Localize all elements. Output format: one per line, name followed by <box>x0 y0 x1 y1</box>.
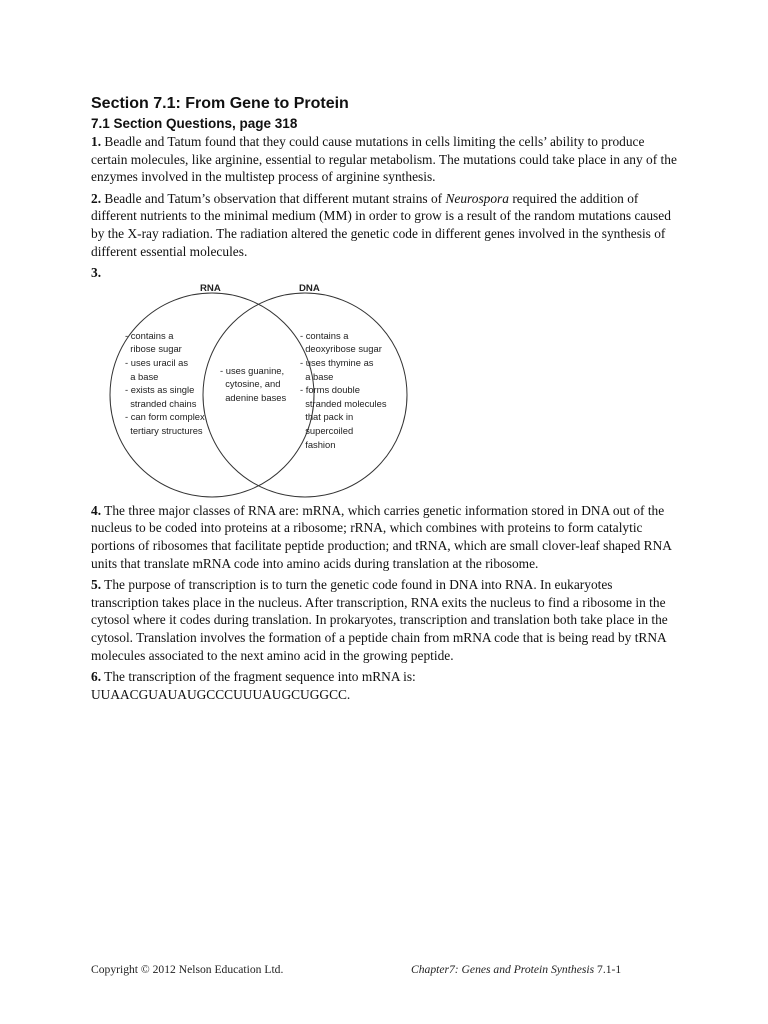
page-number: 7.1-1 <box>594 963 622 976</box>
subsection-title: 7.1 Section Questions, page 318 <box>91 116 298 131</box>
answer-number: 3. <box>91 265 102 281</box>
answer-3 <box>91 264 681 282</box>
chapter-title: Chapter7: Genes and Protein Synthesis <box>411 963 595 976</box>
venn-diagram <box>105 282 425 498</box>
shared-text: - uses guanine, cytosine, and adenine bases <box>220 364 287 403</box>
answer-text: The three major classes of RNA are: mRNA, which carries genetic information stored in DNA out of the nucleus to be coded into proteins at a ribosome; rRNA, which combines with proteins to form catalytic portions of ribosomes that facilitate peptide production; and tRNA, which are small clover-leaf shaped RNA units that translate mRNA code into amino acids during translation at the ribosome. <box>91 502 672 571</box>
rna-only-text: - contains a ribose sugar - uses uracil as a base - exists as single stranded chains - can form complex tertiary structures <box>125 329 205 436</box>
answer-text: Beadle and Tatum’s observation that different mutant strains of <box>104 190 446 206</box>
rna-label: RNA <box>200 282 221 294</box>
answer-number: 2. <box>91 190 102 206</box>
answer-1 <box>91 133 681 186</box>
species-name: Neurospora <box>445 190 509 206</box>
copyright: Copyright © 2012 Nelson Education Ltd. <box>91 963 284 976</box>
answer-number: 1. <box>91 134 102 149</box>
answer-4 <box>91 502 681 572</box>
dna-label: DNA <box>299 282 320 294</box>
answer-text: The transcription of the fragment sequence into mRNA is: <box>101 669 416 685</box>
chapter-reference <box>411 963 621 976</box>
answer-text: required the addition of different nutrients to the minimal medium (MM) in order to grow is a result of the random mutations caused by the X-ray radiation. The radiation altered the genetic code in different genes involved in the synthesis of different essential molecules. <box>91 190 671 259</box>
answer-2 <box>91 190 681 260</box>
answer-text: Beadle and Tatum found that they could cause mutations in cells limiting the cells’ ability to produce certain molecules, like arginine, essential to regular metabolism. The mutations could take place in any of the enzymes involved in the multistep process of arginine synthesis. <box>91 134 677 185</box>
answer-6 <box>91 668 681 703</box>
answer-number: 6. <box>91 669 102 685</box>
answer-5 <box>91 576 681 664</box>
answer-text: The purpose of transcription is to turn the genetic code found in DNA into RNA. In eukaryotes transcription takes place in the nucleus. After transcription, RNA exits the nucleus to find a ribosome in the cytosol where it codes during translation. In prokaryotes, transcription and translation both take place in the cytosol. Translation involves the formation of a peptide chain from mRNA code that is being read by tRNA molecules associated to the next amino acid in the growing peptide. <box>91 577 668 663</box>
answer-number: 5. <box>91 577 102 593</box>
dna-only-text: - contains a deoxyribose sugar - uses thymine as a base - forms double stranded molecules that pack in supercoiled fashion <box>300 329 387 450</box>
section-title: Section 7.1: From Gene to Protein <box>91 95 349 112</box>
answer-number: 4. <box>91 502 102 518</box>
document-page <box>91 94 681 707</box>
mrna-sequence: UUAACGUAUAUGCCCUUUAUGCUGGCC. <box>91 686 351 702</box>
